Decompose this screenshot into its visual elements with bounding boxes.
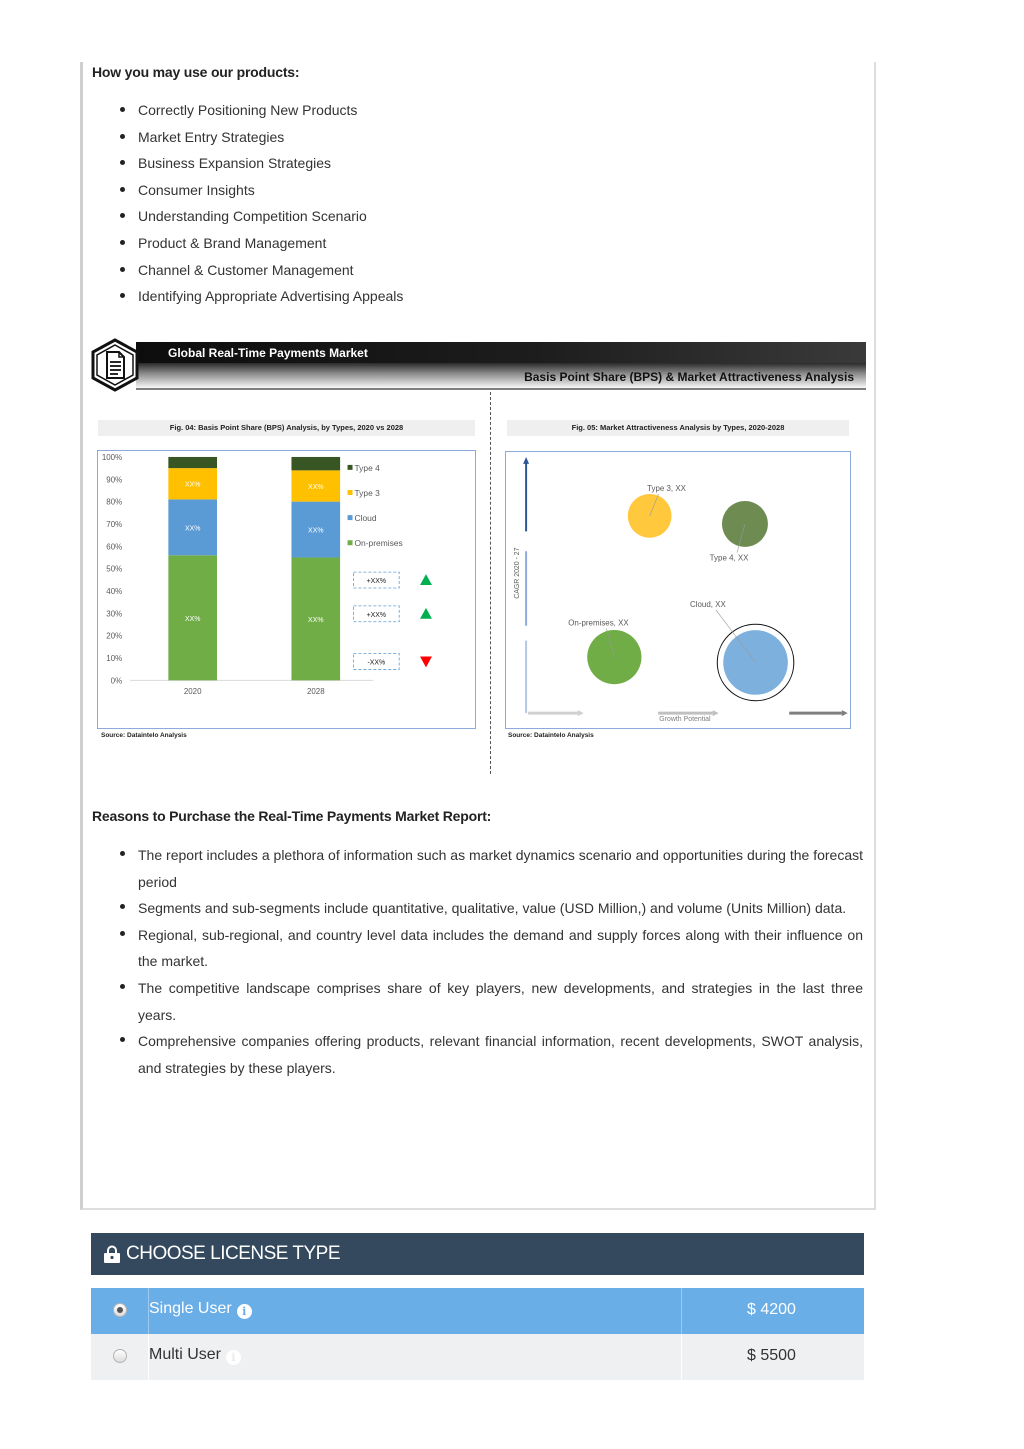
legend-entry: Type 4 xyxy=(354,462,380,473)
list-item: Correctly Positioning New Products xyxy=(118,98,403,125)
license-header xyxy=(91,1233,864,1275)
license-heading: CHOOSE LICENSE TYPE xyxy=(126,1243,340,1264)
bubble xyxy=(723,630,788,695)
banner-rule xyxy=(136,388,866,390)
data-label: XX% xyxy=(308,483,324,491)
license-name: Single User xyxy=(149,1300,232,1317)
list-item: Regional, sub-regional, and country level data includes the demand and supply forces along with their influence on the market. xyxy=(118,922,863,975)
change-label: +XX% xyxy=(366,578,387,586)
legend-entry: Cloud xyxy=(354,513,377,524)
data-label: XX% xyxy=(184,525,201,533)
list-item: The competitive landscape comprises share of key players, new developments, and strategies in the last three years. xyxy=(118,975,863,1028)
bar-segment xyxy=(168,457,217,468)
info-icon[interactable]: i xyxy=(237,1304,252,1319)
arrow-up-icon xyxy=(420,574,432,585)
bubble-label: Type 3, XX xyxy=(647,484,686,494)
y-tick-label: 10% xyxy=(106,653,123,663)
arrow-up-icon xyxy=(420,608,432,619)
bubble xyxy=(722,501,768,547)
data-label: XX% xyxy=(308,616,324,624)
list-item: Product & Brand Management xyxy=(118,231,403,258)
legend-swatch xyxy=(348,540,353,545)
market-banner xyxy=(88,338,866,392)
bps-stacked-bar-chart xyxy=(97,450,476,729)
figure-divider xyxy=(490,392,491,774)
x-axis-arrowhead xyxy=(578,710,584,716)
fig05-source: Source: Dataintelo Analysis xyxy=(508,732,594,739)
list-item: Identifying Appropriate Advertising Appeals xyxy=(118,284,403,311)
license-price: $ 5500 xyxy=(747,1347,796,1364)
fig04-source: Source: Dataintelo Analysis xyxy=(101,732,187,739)
reasons-list xyxy=(118,842,863,1081)
x-axis-arrowhead xyxy=(713,710,719,716)
x-axis-label: Growth Potential xyxy=(659,716,711,724)
y-tick-label: 80% xyxy=(106,497,123,507)
license-radio[interactable] xyxy=(113,1303,127,1317)
x-axis-arrowhead xyxy=(842,710,848,716)
legend-swatch xyxy=(348,490,353,495)
change-label: -XX% xyxy=(367,659,386,667)
data-label: XX% xyxy=(184,615,201,623)
license-radio[interactable] xyxy=(113,1349,127,1363)
bubble-label: On-premises, XX xyxy=(568,618,629,628)
bubble-label: Type 4, XX xyxy=(709,553,749,563)
x-tick-label: 2028 xyxy=(306,687,325,697)
banner-subtitle: Basis Point Share (BPS) & Market Attractiveness Analysis xyxy=(524,370,854,384)
reasons-heading: Reasons to Purchase the Real-Time Payments Market Report: xyxy=(92,808,492,824)
y-tick-label: 100% xyxy=(101,452,123,462)
fig05-title: Fig. 05: Market Attractiveness Analysis by Types, 2020-2028 xyxy=(507,420,849,436)
list-item: Comprehensive companies offering products, relevant financial information, recent developments, SWOT analysis, and strategies by these players. xyxy=(118,1028,863,1081)
y-axis-label: CAGR 2020 - 27 xyxy=(514,547,522,599)
license-name: Multi User xyxy=(149,1346,222,1363)
list-item: Consumer Insights xyxy=(118,178,403,205)
usage-heading: How you may use our products: xyxy=(92,64,300,80)
y-axis-arrowhead xyxy=(523,457,529,464)
list-item: Channel & Customer Management xyxy=(118,258,403,285)
x-tick-label: 2020 xyxy=(183,687,202,697)
y-tick-label: 70% xyxy=(106,519,123,529)
license-option-single-user[interactable] xyxy=(91,1288,864,1334)
y-tick-label: 20% xyxy=(106,631,123,641)
change-label: +XX% xyxy=(366,611,387,619)
banner-title: Global Real-Time Payments Market xyxy=(168,346,368,360)
list-item: Market Entry Strategies xyxy=(118,125,403,152)
list-item: Understanding Competition Scenario xyxy=(118,204,403,231)
license-price: $ 4200 xyxy=(747,1301,796,1318)
list-item: Business Expansion Strategies xyxy=(118,151,403,178)
y-tick-label: 40% xyxy=(106,586,123,596)
y-tick-label: 30% xyxy=(106,609,123,619)
arrow-down-icon xyxy=(420,657,432,668)
list-item: Segments and sub-segments include quantitative, qualitative, value (USD Million,) and volume (Units Million) data. xyxy=(118,895,863,922)
y-tick-label: 90% xyxy=(106,475,123,485)
info-icon[interactable]: i xyxy=(226,1350,241,1365)
legend-swatch xyxy=(348,515,353,520)
bubble-label: Cloud, XX xyxy=(690,599,726,609)
lock-icon xyxy=(102,1244,122,1264)
usage-list xyxy=(118,98,403,311)
fig04-title: Fig. 04: Basis Point Share (BPS) Analysis, by Types, 2020 vs 2028 xyxy=(98,420,475,436)
list-item: The report includes a plethora of information such as market dynamics scenario and opportunities during the forecast period xyxy=(118,842,863,895)
market-attractiveness-chart xyxy=(505,451,851,729)
document-icon xyxy=(88,338,142,392)
bar-segment xyxy=(291,457,340,470)
legend-entry: On-premises xyxy=(354,538,403,549)
y-tick-label: 0% xyxy=(110,676,123,686)
y-tick-label: 50% xyxy=(106,564,123,574)
license-option-multi-user[interactable] xyxy=(91,1334,864,1380)
legend-swatch xyxy=(348,465,353,470)
legend-entry: Type 3 xyxy=(354,487,380,498)
data-label: XX% xyxy=(184,481,201,489)
data-label: XX% xyxy=(308,527,324,535)
y-tick-label: 60% xyxy=(106,542,123,552)
